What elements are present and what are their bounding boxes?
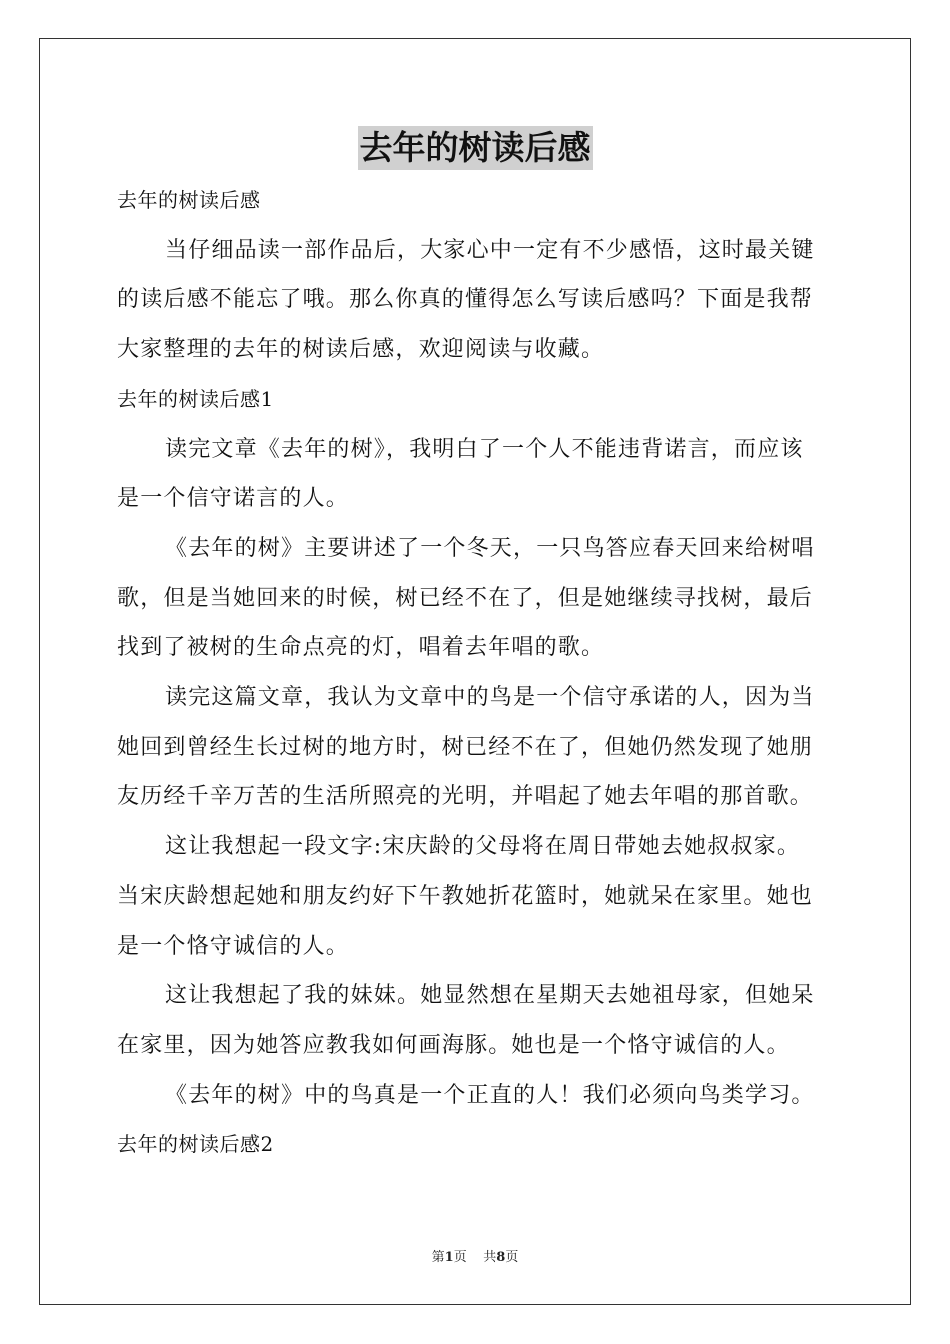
total-suffix: 页 (505, 1250, 519, 1265)
paragraph-line: 友历经千辛万苦的生活所照亮的光明，并唱起了她去年唱的那首歌。 (117, 784, 814, 810)
section-heading: 去年的树读后感 (117, 188, 261, 212)
paragraph-line: 读完这篇文章，我认为文章中的鸟是一个信守承诺的人，因为当 (165, 685, 815, 711)
paragraph-line: 她回到曾经生长过树的地方时，树已经不在了，但她仍然发现了她朋 (117, 734, 814, 760)
total-pages: 8 (496, 1250, 506, 1265)
page-number: 1 (444, 1250, 454, 1265)
page-footer (0, 1246, 950, 1265)
paragraph-line: 这让我想起了我的妹妹。她显然想在星期天去她祖母家，但她呆 (165, 983, 815, 1009)
paragraph-line: 是一个信守诺言的人。 (117, 486, 350, 512)
paragraph-line: 《去年的树》主要讲述了一个冬天，一只鸟答应春天回来给树唱 (165, 535, 815, 561)
paragraph-line: 的读后感不能忘了哦。那么你真的懂得怎么写读后感吗？下面是我帮 (117, 287, 814, 313)
paragraph-line: 找到了被树的生命点亮的灯，唱着去年唱的歌。 (117, 635, 605, 661)
paragraph-line: 在家里，因为她答应教我如何画海豚。她也是一个恪守诚信的人。 (117, 1032, 790, 1058)
paragraph-line: 当宋庆龄想起她和朋友约好下午教她折花篮时，她就呆在家里。她也 (117, 883, 814, 909)
title-container (0, 126, 950, 170)
paragraph-line: 读完文章《去年的树》，我明白了一个人不能违背诺言，而应该 (165, 436, 804, 462)
paragraph-line: 当仔细品读一部作品后，大家心中一定有不少感悟，这时最关键 (165, 237, 815, 263)
total-prefix: 共 (483, 1250, 497, 1265)
section-heading: 去年的树读后感2 (117, 1132, 274, 1157)
paragraph-line: 《去年的树》中的鸟真是一个正直的人！我们必须向鸟类学习。 (165, 1082, 815, 1108)
document-title: 去年的树读后感 (358, 126, 593, 170)
paragraph-line: 这让我想起一段文字:宋庆龄的父母将在周日带她去她叔叔家。 (165, 834, 801, 860)
document-body (117, 176, 833, 1170)
section-heading: 去年的树读后感1 (117, 386, 274, 411)
page-prefix: 第 (431, 1250, 445, 1265)
paragraph-line: 歌，但是当她回来的时候，树已经不在了，但是她继续寻找树，最后 (117, 585, 814, 611)
page-suffix: 页 (453, 1250, 467, 1265)
paragraph-line: 是一个恪守诚信的人。 (117, 933, 350, 959)
paragraph-line: 大家整理的去年的树读后感，欢迎阅读与收藏。 (117, 337, 605, 363)
